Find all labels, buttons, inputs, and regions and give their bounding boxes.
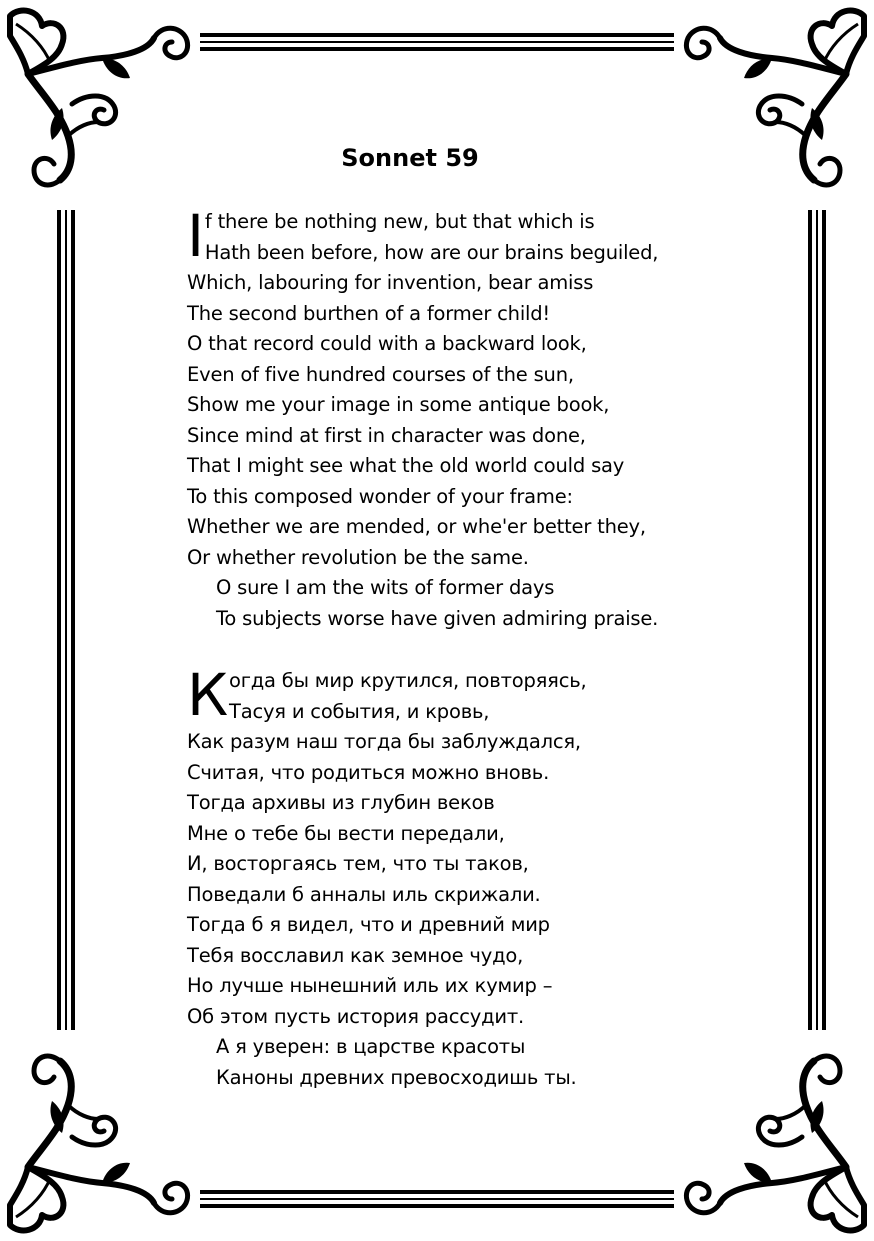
russian-translation-line: [187, 910, 747, 941]
english-sonnet-line-text: Hath been before, how are our brains beguiled,: [204, 240, 659, 264]
russian-translation-line-text: Тебя восславил как земное чудо,: [187, 943, 524, 967]
russian-translation-line: [187, 1032, 747, 1063]
russian-translation-line-text: Каноны древних превосходишь ты.: [216, 1065, 577, 1089]
russian-translation-line: [187, 849, 747, 880]
russian-translation-line: [187, 880, 747, 911]
russian-translation-line-text: Мне о тебе бы вести передали,: [187, 821, 505, 845]
english-sonnet-line-text: The second burthen of a former child!: [187, 301, 551, 325]
russian-translation-line-text: Тогда б я видел, что и древний мир: [187, 913, 550, 936]
english-sonnet-line-text: That I might see what the old world could say: [187, 454, 625, 477]
english-sonnet-line: [187, 390, 747, 421]
english-sonnet: [187, 202, 747, 634]
english-sonnet-line: [187, 360, 747, 391]
russian-translation-line: [187, 971, 747, 1002]
russian-translation-line: [187, 819, 747, 850]
poem-title: Sonnet 59: [341, 144, 479, 172]
english-sonnet-line-text: Which, labouring for invention, bear amiss: [187, 271, 594, 294]
english-sonnet-drop-cap: I: [187, 202, 204, 270]
english-sonnet-line: [187, 329, 747, 360]
russian-translation-line: [187, 758, 747, 789]
english-sonnet-line-text: Or whether revolution be the same.: [187, 545, 529, 569]
russian-translation-line-text: Как разум наш тогда бы заблуждался,: [187, 730, 581, 753]
english-sonnet-line: [187, 604, 747, 635]
russian-translation-line: [187, 727, 747, 758]
english-sonnet-line-text: O that record could with a backward look,: [187, 332, 587, 355]
russian-translation: [187, 661, 747, 1093]
english-sonnet-line: [187, 482, 747, 513]
russian-translation-line: [187, 697, 747, 728]
english-sonnet-line: [187, 238, 747, 269]
english-sonnet-line-text: Show me your image in some antique book,: [187, 393, 610, 416]
english-sonnet-line: [187, 512, 747, 543]
russian-translation-line-text: Тасуя и события, и кровь,: [228, 699, 490, 723]
english-sonnet-line-text: O sure I am the wits of former days: [216, 576, 555, 599]
russian-translation-line-text: Но лучше нынешний иль их кумир –: [187, 974, 553, 997]
russian-translation-line: [187, 941, 747, 972]
russian-translation-line-text: И, восторгаясь тем, что ты таков,: [187, 852, 529, 875]
english-sonnet-line: [187, 421, 747, 452]
english-sonnet-line-text: Even of five hundred courses of the sun,: [187, 362, 574, 386]
english-sonnet-line-text: f there be nothing new, but that which is: [204, 210, 595, 233]
english-sonnet-line: [187, 573, 747, 604]
russian-translation-line-text: Тогда архивы из глубин веков: [187, 791, 495, 814]
russian-translation-drop-cap: К: [187, 661, 228, 729]
english-sonnet-line: [187, 543, 747, 574]
english-sonnet-line-text: Whether we are mended, or whe'er better they,: [187, 515, 646, 538]
russian-translation-line: [187, 788, 747, 819]
russian-translation-line: [187, 1063, 747, 1094]
russian-translation-line-text: А я уверен: в царстве красоты: [216, 1035, 526, 1058]
english-sonnet-line-text: To this composed wonder of your frame:: [187, 484, 573, 508]
russian-translation-line-text: Считая, что родиться можно вновь.: [187, 760, 550, 784]
english-sonnet-line: [187, 451, 747, 482]
russian-translation-line-text: Об этом пусть история рассудит.: [187, 1004, 525, 1028]
english-sonnet-line: [187, 268, 747, 299]
english-sonnet-line: [187, 299, 747, 330]
english-sonnet-line-text: Since mind at first in character was done,: [187, 423, 586, 447]
russian-translation-line-text: огда бы мир крутился, повторяясь,: [228, 669, 587, 692]
russian-translation-line: [187, 1002, 747, 1033]
english-sonnet-line-text: To subjects worse have given admiring praise.: [216, 606, 659, 630]
russian-translation-line-text: Поведали б анналы иль скрижали.: [187, 882, 541, 906]
